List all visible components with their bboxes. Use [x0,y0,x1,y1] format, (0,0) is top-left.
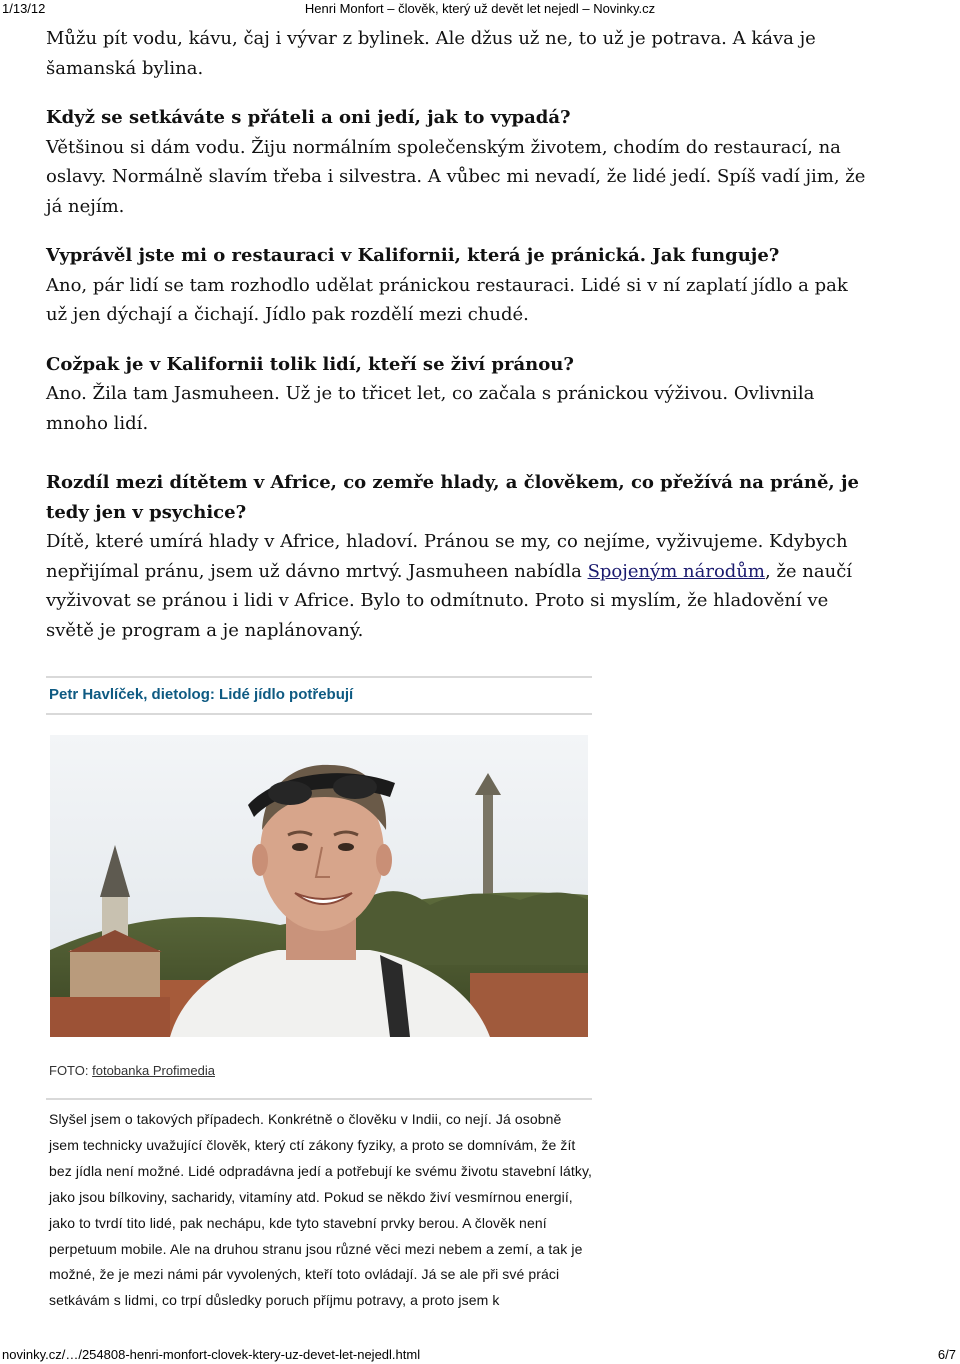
interview-answer: Ano. Žila tam Jasmuheen. Už je to třicet let, co začala s pránickou výživou. Ovlivnila mnoho lidí. [46,383,815,434]
interview-question: Když se setkáváte s přáteli a oni jedí, jak to vypadá? [46,107,571,128]
expert-quote-text: Slyšel jsem o takových případech. Konkrétně o člověku v Indii, co nejí. Já osobně jsem technicky uvažující člověk, který ctí zákony fyziky, a proto se domnívám, že žít bez jídla není možné. Lidé odpradávna jedí a potřebují ke svému životu stavební látky, jako jsou bílkoviny, sacharidy, vitamíny atd. Pokud se někdo živí vesmírnou energií, jako to tvrdí tito lidé, pak nechápu, kde tyto stavební prvky berou. A člověk není perpetuum mobile. Ale na druhou stranu jsou různé věci mezi nebem a zemí, a tak je možné, že je mezi námi pár vyvolených, kteří toto ovládají. Já se ale při své práci setkávám s lidmi, co trpí důsledky poruch příjmu potravy, a proto jsem k [49,1111,592,1309]
expert-sidebox [46,676,592,715]
qa-block-restaurant-friends [46,103,866,221]
interview-answer: Ano, pár lidí se tam rozhodlo udělat pránickou restauraci. Lidé si v ní zaplatí jídlo a pak už jen dýchají a čichají. Jídlo pak rozdělí mezi chudé. [46,274,848,325]
print-url: novinky.cz/…/254808-henri-monfort-clovek-ktery-uz-devet-let-nejedl.html [2,1347,421,1362]
article-paragraph [46,24,866,83]
qa-block-africa [46,468,866,645]
united-nations-link[interactable]: Spojeným národům [587,560,765,582]
interview-answer [46,531,852,641]
interview-answer: Většinou si dám vodu. Žiju normálním společenským životem, chodím do restaurací, na oslavy. Normálně slavím třeba i silvestra. A vůbec mi nevadí, že lidé jedí. Spíš vadí jim, že já nejím. [46,136,866,217]
caption-rule [46,1098,592,1100]
print-page-title: Henri Monfort – člověk, který už devět let nejedl – Novinky.cz [304,1,656,16]
portrait-photo-illustration [50,735,588,1037]
qa-block-prana-people [46,350,866,439]
print-footer [0,1347,960,1364]
print-header [0,0,960,20]
photo-credit-link[interactable]: fotobanka Profimedia [92,1063,215,1078]
interview-question: Cožpak je v Kalifornii tolik lidí, kteří se živí pránou? [46,353,574,375]
photo-caption [49,1063,589,1078]
qa-block-california [46,241,866,330]
article-body [46,24,866,665]
answer-text-part: , že naučí vyživovat se pránou i lidi v Africe. Bylo to odmítnuto. Proto si myslím, že hladovění ve světě je program a je naplánovaný. [46,560,853,641]
print-date: 1/13/12 [2,1,46,16]
interview-question: Rozdíl mezi dítětem v Africe, co zemře hlady, a člověkem, co přežívá na práně, je tedy jen v psychice? [46,472,859,523]
interview-question: Vyprávěl jste mi o restauraci v Kalifornii, která je pránická. Jak funguje? [46,245,780,266]
answer-text: Můžu pít vodu, kávu, čaj i vývar z bylinek. Ale džus už ne, to už je potrava. A káva je šamanská bylina. [46,28,816,79]
portrait-photo [50,735,588,1037]
sidebox-title-rule [46,713,592,715]
print-page-number: 6/7 [937,1347,956,1362]
caption-prefix: FOTO: [49,1063,93,1078]
answer-text-part: Dítě, které umírá hlady v Africe, hladoví. Pránou se my, co nejíme, vyživujeme. Kdybych nepřijímal pránu, jsem už dávno mrtvý. Jasmuheen nabídla [46,531,848,582]
sidebox-title[interactable]: Petr Havlíček, dietolog: Lidé jídlo potřebují [49,686,354,703]
